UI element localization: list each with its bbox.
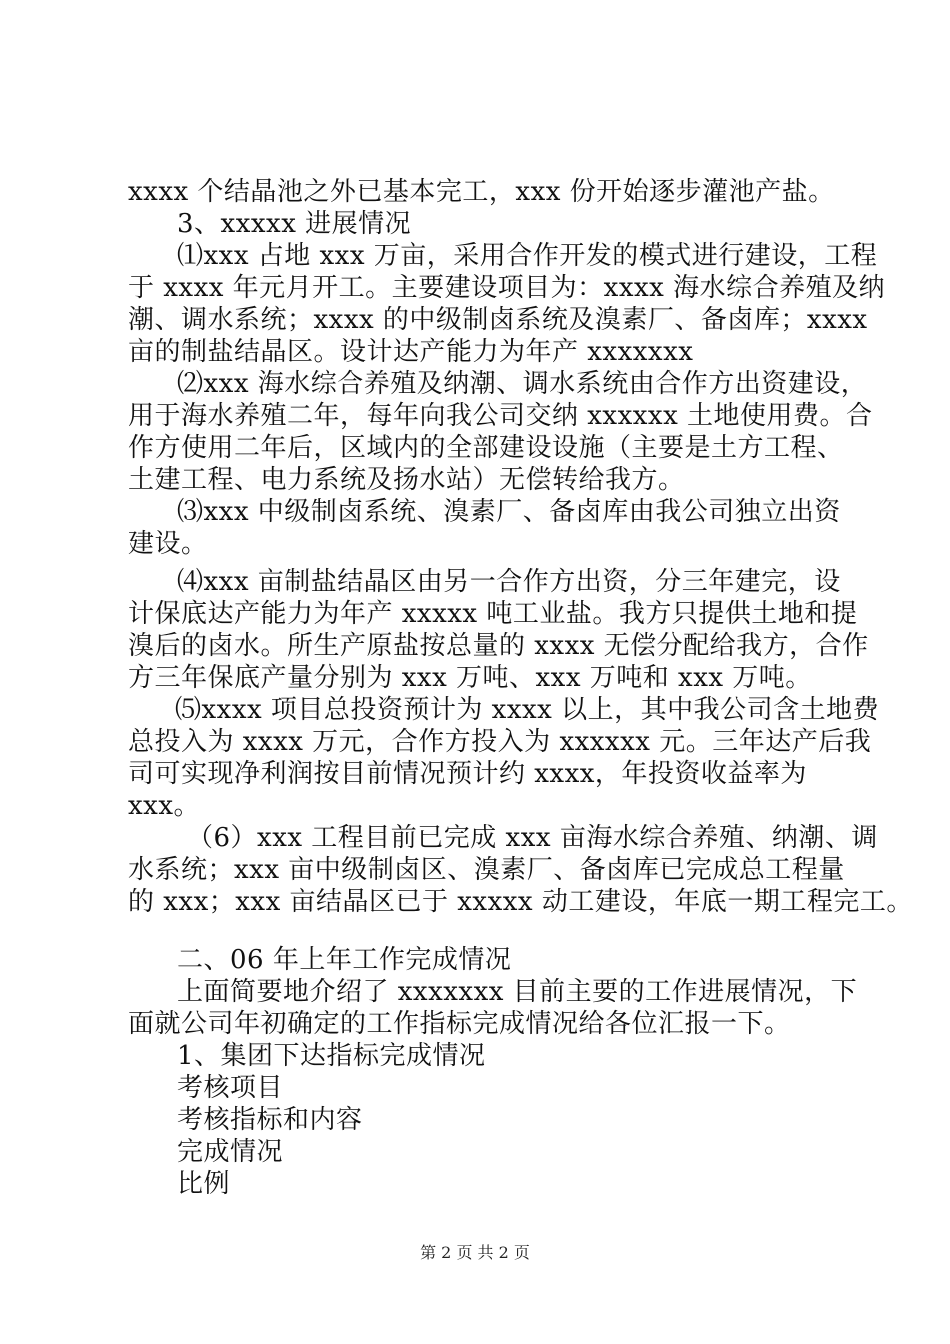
text-line: 面就公司年初确定的工作指标完成情况给各位汇报一下。 [128,1009,791,1039]
text-line: 计保底达产能力为年产 xxxxx 吨工业盐。我方只提供土地和提 [128,599,858,629]
text-line: xxxx 个结晶池之外已基本完工，xxx 份开始逐步灌池产盐。 [128,177,835,207]
text-line: 用于海水养殖二年，每年向我公司交纳 xxxxxx 土地使用费。合 [128,401,873,431]
text-line: 司可实现净利润按目前情况预计约 xxxx，年投资收益率为 [128,759,807,789]
table-header-cell: 考核指标和内容 [177,1105,363,1135]
text-line: ⑵xxx 海水综合养殖及纳潮、调水系统由合作方出资建设， [177,369,868,399]
text-line: 的 xxx；xxx 亩结晶区已于 xxxxx 动工建设，年底一期工程完工。 [128,887,913,917]
text-line: xxx。 [128,791,200,821]
text-line: 水系统；xxx 亩中级制卤区、溴素厂、备卤库已完成总工程量 [128,855,845,885]
text-line: 总投入为 xxxx 万元，合作方投入为 xxxxxx 元。三年达产后我 [128,727,872,757]
text-line: 土建工程、电力系统及扬水站）无偿转给我方。 [128,465,685,495]
text-line: ⑴xxx 占地 xxx 万亩，采用合作开发的模式进行建设，工程 [177,241,878,271]
text-line: ⑸xxxx 项目总投资预计为 xxxx 以上，其中我公司含土地费 [175,695,880,725]
text-line: 潮、调水系统；xxxx 的中级制卤系统及溴素厂、备卤库；xxxx [128,305,868,335]
text-line: ⑶xxx 中级制卤系统、溴素厂、备卤库由我公司独立出资 [177,497,841,527]
table-header-cell: 完成情况 [177,1137,284,1167]
section-heading: 二、06 年上年工作完成情况 [177,945,512,975]
text-line: 作方使用二年后，区域内的全部建设设施（主要是土方工程、 [128,433,844,463]
text-line: 溴后的卤水。所生产原盐按总量的 xxxx 无偿分配给我方，合作 [128,631,869,661]
section-heading: 3、xxxxx 进展情况 [177,209,412,239]
table-header-cell: 考核项目 [177,1073,284,1103]
table-header-cell: 比例 [177,1169,231,1199]
section-heading: 1、集团下达指标完成情况 [177,1041,486,1071]
text-line: 于 xxxx 年元月开工。主要建设项目为：xxxx 海水综合养殖及纳 [128,273,886,303]
page-footer: 第 2 页 共 2 页 [420,1243,530,1262]
text-line: ⑷xxx 亩制盐结晶区由另一合作方出资，分三年建完，设 [177,567,841,597]
text-line: 上面简要地介绍了 xxxxxxx 目前主要的工作进展情况，下 [177,977,858,1007]
text-line: 方三年保底产量分别为 xxx 万吨、xxx 万吨和 xxx 万吨。 [128,663,812,693]
text-line: （6）xxx 工程目前已完成 xxx 亩海水综合养殖、纳潮、调 [187,823,878,853]
text-line: 建设。 [128,529,208,559]
text-line: 亩的制盐结晶区。设计达产能力为年产 xxxxxxx [128,337,694,367]
